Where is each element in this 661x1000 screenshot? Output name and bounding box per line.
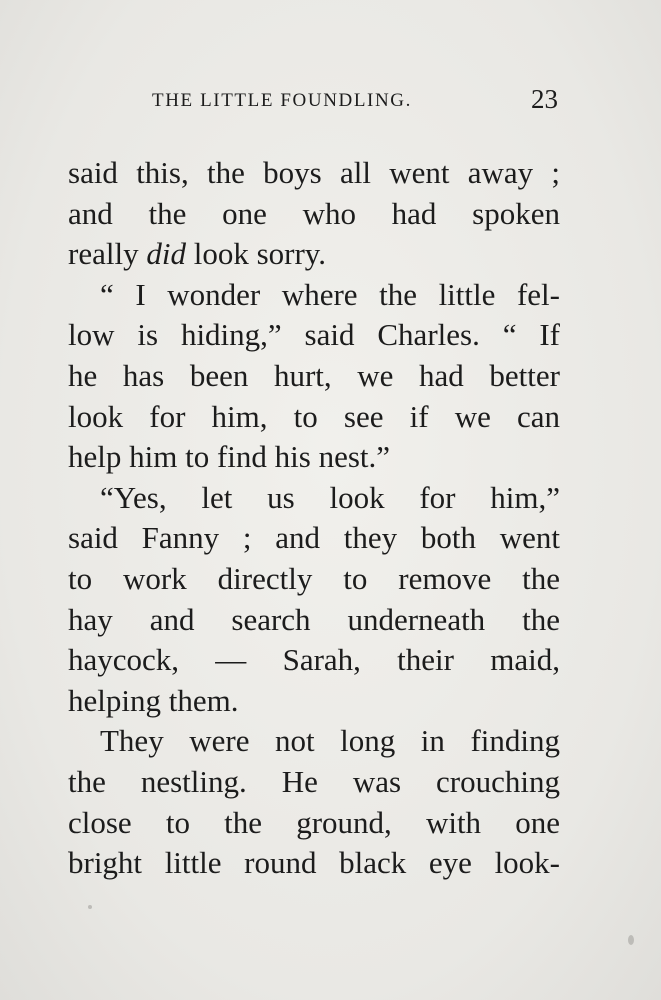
text-line: close to the ground, with one: [68, 804, 560, 840]
text-line: bright little round black eye look-: [68, 845, 560, 881]
text-line: haycock, — Sarah, their maid,: [68, 642, 560, 678]
text-line: the nestling. He was crouching: [68, 763, 560, 799]
paper-speck: [628, 935, 634, 945]
page-number: 23: [531, 84, 558, 114]
page-header: [152, 84, 562, 118]
text-line: helping them.: [68, 682, 239, 718]
text-fragment: look sorry.: [185, 236, 327, 272]
text-line: “Yes, let us look for him,”: [100, 479, 560, 515]
body-text: [68, 153, 560, 884]
text-line: he has been hurt, we had better: [68, 357, 560, 393]
text-line: They were not long in finding: [100, 723, 560, 759]
text-line: help him to find his nest.”: [68, 439, 391, 475]
paper-speck: [88, 905, 92, 909]
emphasis-word: did: [146, 236, 186, 272]
text-fragment: really: [68, 236, 147, 272]
text-line: said Fanny ; and they both went: [68, 520, 560, 556]
text-line: hay and search underneath the: [68, 601, 560, 637]
text-line: low is hiding,” said Charles. “ If: [68, 317, 560, 353]
running-title: THE LITTLE FOUNDLING.: [152, 90, 412, 111]
text-line: said this, the boys all went away ;: [68, 155, 560, 190]
text-line: “ I wonder where the little fel-: [100, 276, 560, 312]
text-line: [68, 234, 560, 275]
text-line: and the one who had spoken: [68, 195, 560, 231]
text-line: look for him, to see if we can: [68, 398, 560, 434]
text-line: to work directly to remove the: [68, 560, 560, 596]
